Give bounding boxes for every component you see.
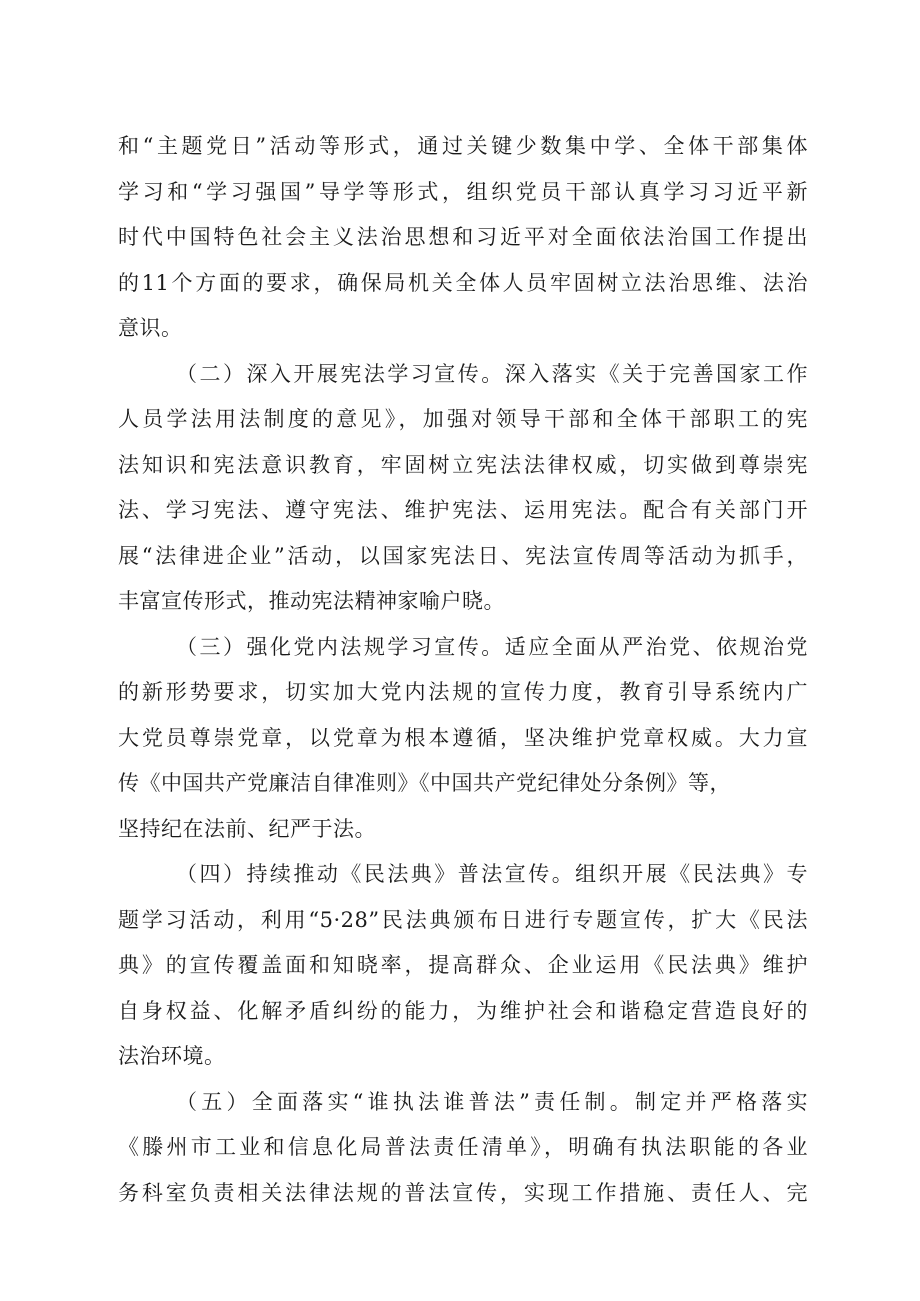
- text-line: 法治环境。: [118, 1044, 226, 1068]
- text-line: （三）强化党内法规学习宣传。适应全面从严治党、依规治党: [176, 634, 808, 659]
- text-line: 务科室负责相关法律法规的普法宣传，实现工作措施、责任人、完: [118, 1180, 808, 1205]
- text-line: 和“主题党日”活动等形式，通过关键少数集中学、全体干部集体: [118, 134, 808, 158]
- text-line: 的新形势要求，切实加大党内法规的宣传力度，教育引导系统内广: [118, 680, 808, 704]
- text-line: 法知识和宪法意识教育，牢固树立宪法法律权威，切实做到尊崇宪: [118, 452, 808, 477]
- text-line: （五）全面落实“谁执法谁普法”责任制。制定并严格落实: [176, 1089, 808, 1114]
- text-line: 学习和“学习强国”导学等形式，组织党员干部认真学习习近平新: [118, 179, 808, 204]
- text-line: （二）深入开展宪法学习宣传。深入落实《关于完善国家工作: [176, 361, 808, 386]
- text-line: 时代中国特色社会主义法治思想和习近平对全面依法治国工作提出: [118, 225, 808, 249]
- text-line: 传《中国共产党廉洁自律准则》《中国共产党纪律处分条例》等，: [118, 771, 731, 795]
- text-line: 自身权益、化解矛盾纠纷的能力，为维护社会和谐稳定营造良好的: [118, 998, 808, 1023]
- paragraph-constitution: [118, 352, 808, 625]
- text-line: 题学习活动，利用“5·28”民法典颁布日进行专题宣传，扩大《民法: [118, 907, 808, 932]
- text-line: 意识。: [118, 316, 183, 340]
- text-line: 《滕州市工业和信息化局普法责任清单》，明确有执法职能的各业: [118, 1135, 808, 1159]
- text-line: 人员学法用法制度的意见》，加强对领导干部和全体干部职工的宪: [118, 407, 808, 431]
- text-line: 丰富宣传形式，推动宪法精神家喻户晓。: [118, 589, 505, 613]
- text-line: 典》的宣传覆盖面和知晓率，提高群众、企业运用《民法典》维护: [118, 953, 808, 977]
- text-line: 的11个方面的要求，确保局机关全体人员牢固树立法治思维、法治: [118, 270, 808, 295]
- paragraph-civil-code: [118, 852, 808, 1080]
- paragraph-party-regulations: [118, 625, 808, 853]
- text-line: 法、学习宪法、遵守宪法、维护宪法、运用宪法。配合有关部门开: [118, 498, 808, 522]
- text-line: 展“法律进企业”活动，以国家宪法日、宪法宣传周等活动为抓手，: [118, 543, 808, 568]
- text-line: 坚持纪在法前、纪严于法。: [118, 816, 376, 841]
- body-text: [118, 124, 808, 1216]
- paragraph-responsibility-system: [118, 1080, 808, 1217]
- text-line: 大党员尊崇党章，以党章为根本遵循，坚决维护党章权威。大力宣: [118, 725, 808, 750]
- text-line: （四）持续推动《民法典》普法宣传。组织开展《民法典》专: [176, 862, 808, 886]
- paragraph-study-activities: [118, 124, 808, 352]
